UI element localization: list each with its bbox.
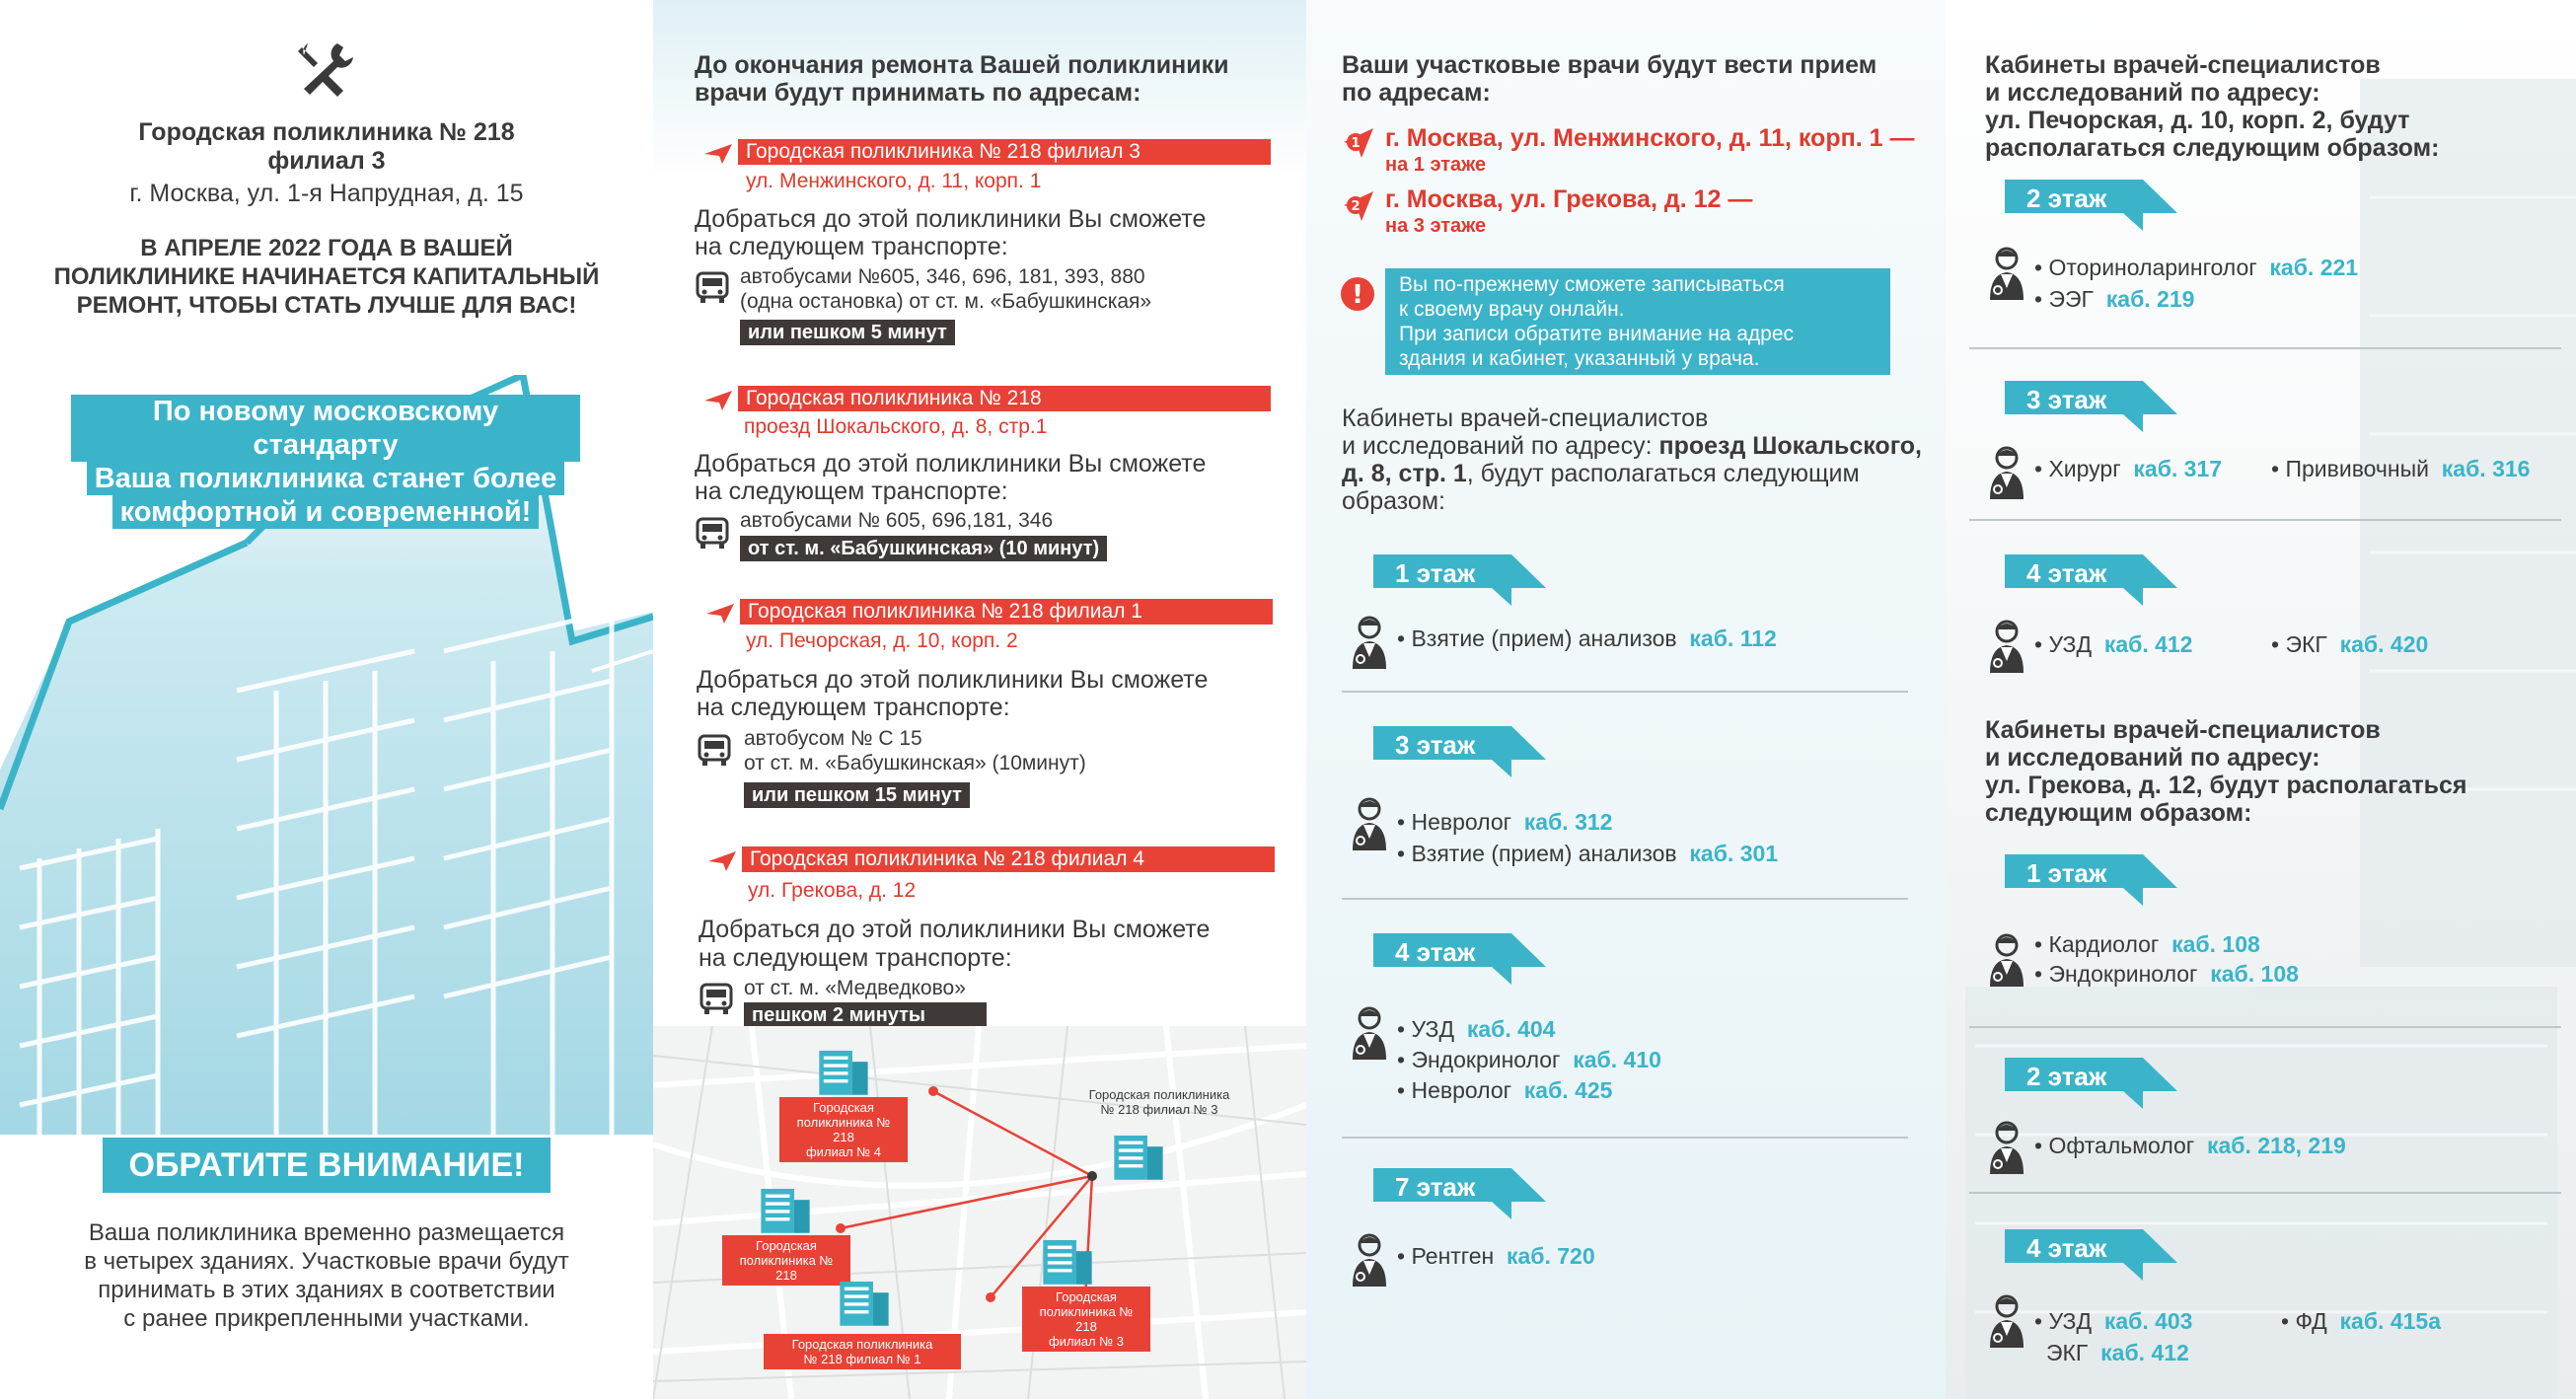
bus-icon	[697, 734, 732, 768]
f4-item-3-room: каб. 425	[1523, 1077, 1613, 1103]
bottom-text-4: с ранее прикрепленными участками.	[123, 1305, 530, 1332]
loc3-reach-2: на следующем транспорте:	[697, 694, 1010, 721]
loc3-transport-1: автобусом № С 15	[744, 727, 922, 750]
map-label-branch4-line-2: поликлиника № 218	[796, 1115, 891, 1144]
building-icon	[816, 1042, 871, 1097]
grek-floor-1-label: 1 этаж	[2026, 858, 2107, 888]
pa3-item-1-name: Хирург	[2048, 456, 2121, 481]
building-icon	[837, 1273, 892, 1328]
doctor-icon	[1987, 1292, 2026, 1350]
warning-icon	[1340, 276, 1375, 312]
loc4-name: Городская поликлиника № 218 филиал 4	[742, 847, 1275, 872]
map-center-line-2: № 218 филиал № 3	[1100, 1102, 1218, 1117]
map-label-branch4-line-1: Городская	[813, 1100, 874, 1115]
pa2-item-2-name: ЭЭГ	[2048, 286, 2094, 312]
route-map	[653, 1026, 1306, 1399]
repair-tools-icon	[294, 39, 357, 99]
map-label-main-line-2: поликлиника № 218	[739, 1253, 834, 1283]
pech-heading-3	[1985, 107, 2409, 135]
pech-floor-4-label: 4 этаж	[2026, 558, 2107, 588]
grek-floor-4-label: 4 этаж	[2026, 1233, 2107, 1263]
renovation-notice-3: РЕМОНТ, ЧТОБЫ СТАТЬ ЛУЧШЕ ДЛЯ ВАС!	[76, 292, 577, 319]
divider	[1969, 519, 2561, 521]
shok-heading-4: образом:	[1342, 487, 1445, 515]
locations-intro-1: До окончания ремонта Вашей поликлиники	[695, 51, 1229, 79]
shok-heading-1: Кабинеты врачей-специалистов	[1342, 405, 1709, 432]
gb4-item-2: • ФД каб. 415а	[2281, 1308, 2442, 1334]
gb1-item-1: • Кардиолог каб. 108	[2034, 931, 2260, 957]
gb1-item-2-name: Эндокринолог	[2048, 961, 2198, 987]
loc3-address: ул. Печорская, д. 10, корп. 2	[746, 629, 1018, 652]
clinic-title: Городская поликлиника № 218	[138, 118, 515, 146]
doctor-icon	[1350, 614, 1389, 671]
standard-line-3: комфортной и современной!	[112, 495, 540, 529]
f3-item-2-room: каб. 301	[1689, 841, 1779, 866]
grek-heading-4: следующим образом:	[1985, 799, 2252, 827]
pin-icon	[702, 142, 736, 166]
gb2-item-1-name: Офтальмолог	[2048, 1133, 2195, 1158]
f4-item-1-name: УЗД	[1411, 1016, 1455, 1042]
doctor-address-1-floor: на 1 этаже	[1385, 154, 1487, 176]
grek-floor-2-label: 2 этаж	[2026, 1062, 2107, 1091]
panel-doctors	[1306, 0, 1946, 1399]
map-label-branch3-line-1: Городская	[1056, 1289, 1117, 1304]
gb4-item-2-name: ФД	[2295, 1308, 2327, 1334]
gb4-item-1-name: УЗД	[2048, 1308, 2093, 1334]
pech-heading-4: располагаться следующим образом:	[1985, 134, 2440, 162]
pech-floor-2-label: 2 этаж	[2026, 184, 2107, 213]
gb1-item-1-name: Кардиолог	[2048, 931, 2160, 957]
map-label-branch1-line-1: Городская поликлиника	[791, 1337, 933, 1352]
doctor-icon	[1350, 1231, 1389, 1289]
map-label-main	[722, 1235, 850, 1286]
map-center-label	[1066, 1087, 1253, 1117]
f7-item-1-room: каб. 720	[1506, 1243, 1595, 1269]
loc2-reach-2: на следующем транспорте:	[695, 478, 1008, 505]
loc3-reach-1: Добраться до этой поликлиники Вы сможете	[697, 666, 1209, 694]
pa4-item-1-name: УЗД	[2048, 631, 2093, 657]
grek-heading-3	[1985, 772, 2467, 800]
doctor-icon	[1987, 618, 2026, 675]
gb4-item-3-name: ЭКГ	[2046, 1340, 2089, 1365]
loc1-walk: или пешком 5 минут	[740, 320, 955, 345]
loc1-reach-2: на следующем транспорте:	[695, 233, 1008, 260]
pa2-item-2-room: каб. 219	[2105, 286, 2195, 312]
doctor-icon	[1350, 1004, 1389, 1062]
gb1-item-1-room: каб. 108	[2171, 931, 2260, 957]
loc2-transport-1: автобусами № 605, 696,181, 346	[740, 509, 1054, 532]
f3-item-1: • Невролог каб. 312	[1397, 809, 1613, 835]
gb4-item-1-room: каб. 403	[2103, 1308, 2193, 1334]
f4-item-3: • Невролог каб. 425	[1397, 1077, 1613, 1103]
pa4-item-1-room: каб. 412	[2103, 631, 2193, 657]
pa2-item-1: • Оториноларинголог каб. 221	[2034, 255, 2359, 280]
floor-7-label: 7 этаж	[1395, 1172, 1476, 1202]
map-label-branch3-line-3: филиал № 3	[1048, 1334, 1125, 1349]
f3-item-2: • Взятие (прием) анализов каб. 301	[1397, 841, 1779, 866]
pech-heading-3b: , будут	[2325, 107, 2410, 134]
map-center-line-1: Городская поликлиника	[1088, 1087, 1230, 1102]
f4-item-2: • Эндокринолог каб. 410	[1397, 1047, 1661, 1072]
bus-icon	[699, 983, 734, 1016]
building-icon	[758, 1180, 813, 1235]
pech-floor-3-label: 3 этаж	[2026, 385, 2107, 414]
pa3-item-2: • Прививочный каб. 316	[2271, 456, 2531, 481]
bottom-text-1: Ваша поликлиника временно размещается	[88, 1219, 565, 1246]
loc4-address: ул. Грекова, д. 12	[748, 879, 917, 902]
doctor-icon	[1987, 1119, 2026, 1176]
online-booking-note	[1385, 268, 1890, 375]
clinic-branch: филиал 3	[267, 147, 386, 175]
map-label-branch1	[764, 1334, 961, 1369]
shok-heading-2b: проезд Шокальского,	[1658, 432, 1922, 460]
building-icon	[1111, 1127, 1166, 1182]
gb4-item-1: • УЗД каб. 403	[2034, 1308, 2193, 1334]
note-line-4: здания и кабинет, указанный у врача.	[1399, 347, 1760, 370]
pa3-item-2-room: каб. 316	[2441, 456, 2531, 481]
pa3-item-1-room: каб. 317	[2133, 456, 2223, 481]
panel-cover	[0, 0, 653, 1399]
loc4-reach-2: на следующем транспорте:	[699, 944, 1012, 972]
f3-item-2-name: Взятие (прием) анализов	[1411, 841, 1677, 866]
locations-intro-2: врачи будут принимать по адресам:	[695, 79, 1141, 107]
map-label-branch4	[779, 1097, 908, 1162]
floor-3-label: 3 этаж	[1395, 730, 1476, 760]
loc4-transport-1: от ст. м. «Медведково»	[744, 977, 966, 999]
pa2-item-1-room: каб. 221	[2269, 255, 2359, 280]
loc1-transport-2: (одна остановка) от ст. м. «Бабушкинская»	[740, 290, 1152, 313]
f7-item-1: • Рентген каб. 720	[1397, 1243, 1595, 1269]
loc2-name: Городская поликлиника № 218	[738, 386, 1271, 411]
divider	[1342, 898, 1908, 900]
doctors-intro-2: по адресам:	[1342, 79, 1491, 107]
divider	[1342, 1137, 1908, 1139]
doctor-icon	[1350, 795, 1389, 852]
panel-specialists	[1946, 0, 2576, 1399]
f4-item-2-name: Эндокринолог	[1411, 1047, 1561, 1072]
f1-item-1-room: каб. 112	[1689, 626, 1777, 651]
f3-item-1-name: Невролог	[1411, 809, 1512, 835]
loc2-address: проезд Шокальского, д. 8, стр.1	[744, 415, 1048, 438]
pin-2-number: 2	[1351, 199, 1361, 214]
shok-heading-2a: и исследований по адресу:	[1342, 432, 1659, 460]
note-line-1: Вы по-прежнему сможете записываться	[1399, 273, 1785, 296]
standard-line-2: Ваша поликлиника станет более	[87, 462, 565, 495]
pa4-item-2: • ЭКГ каб. 420	[2271, 631, 2429, 657]
loc1-name: Городская поликлиника № 218 филиал 3	[738, 139, 1271, 165]
f4-item-1-room: каб. 404	[1466, 1016, 1556, 1042]
gb1-item-2: • Эндокринолог каб. 108	[2034, 961, 2299, 987]
f4-item-1: • УЗД каб. 404	[1397, 1016, 1556, 1042]
pech-heading-3a: ул. Печорская, д. 10, корп. 2	[1985, 107, 2326, 134]
doctor-address-2-floor: на 3 этаже	[1385, 215, 1487, 237]
shok-heading-2	[1342, 432, 1922, 461]
doctor-icon	[1987, 444, 2026, 501]
shok-heading-3a: д. 8, стр. 1	[1342, 460, 1467, 487]
floor-4-label: 4 этаж	[1395, 937, 1476, 967]
grek-heading-2: и исследований по адресу:	[1985, 744, 2320, 772]
gb4-item-3-room: каб. 412	[2100, 1340, 2189, 1365]
pa3-item-2-name: Прививочный	[2285, 456, 2429, 481]
loc3-walk: или пешком 15 минут	[744, 782, 970, 808]
pin-2-icon	[1340, 185, 1375, 225]
pin-icon	[704, 602, 738, 626]
gb2-item-1: • Офтальмолог каб. 218, 219	[2034, 1133, 2346, 1158]
bottom-text-2: в четырех зданиях. Участковые врачи будут	[84, 1248, 569, 1275]
map-label-branch1-line-2: № 218 филиал № 1	[803, 1352, 921, 1366]
f1-item-1: • Взятие (прием) анализов каб. 112	[1397, 626, 1777, 651]
loc3-name: Городская поликлиника № 218 филиал 1	[740, 599, 1273, 625]
doctor-icon	[1987, 931, 2026, 989]
map-label-branch4-line-3: филиал № 4	[805, 1144, 882, 1159]
bottom-text-3: принимать в этих зданиях в соответствии	[98, 1277, 555, 1303]
floor-1-label: 1 этаж	[1395, 558, 1476, 588]
doctor-icon	[1987, 245, 2026, 302]
building-icon	[1040, 1231, 1095, 1287]
pech-heading-1: Кабинеты врачей-специалистов	[1985, 51, 2381, 79]
clinic-address: г. Москва, ул. 1-я Напрудная, д. 15	[129, 180, 524, 207]
divider	[1342, 691, 1908, 693]
pa2-item-2: • ЭЭГ каб. 219	[2034, 286, 2195, 312]
grek-heading-3a: ул. Грекова, д. 12	[1985, 772, 2196, 799]
pa4-item-2-room: каб. 420	[2339, 631, 2429, 657]
standard-callout	[71, 395, 580, 529]
divider	[1969, 1192, 2561, 1194]
pin-1-icon	[1340, 122, 1375, 162]
renovation-notice-1: В АПРЕЛЕ 2022 ГОДА В ВАШЕЙ	[140, 235, 513, 261]
f4-item-2-room: каб. 410	[1573, 1047, 1661, 1072]
f4-item-3-name: Невролог	[1411, 1077, 1512, 1103]
gb4-item-2-room: каб. 415а	[2339, 1308, 2442, 1334]
map-label-branch3	[1022, 1287, 1150, 1352]
gb4-item-3	[2046, 1340, 2189, 1366]
divider	[1969, 347, 2561, 349]
bus-icon	[695, 271, 730, 305]
divider	[1969, 1026, 2561, 1028]
doctors-intro-1: Ваши участковые врачи будут вести прием	[1342, 51, 1877, 79]
note-line-2: к своему врачу онлайн.	[1399, 298, 1625, 321]
map-label-main-line-1: Городская	[756, 1238, 817, 1253]
loc1-transport-1: автобусами №605, 346, 696, 181, 393, 880	[740, 265, 1145, 288]
gb2-item-1-room: каб. 218, 219	[2206, 1133, 2346, 1158]
map-streets	[653, 1026, 1306, 1399]
note-line-3: При записи обратите внимание на адрес	[1399, 323, 1795, 345]
bus-icon	[695, 517, 730, 551]
grek-heading-1: Кабинеты врачей-специалистов	[1985, 716, 2381, 744]
pa2-item-1-name: Оториноларинголог	[2048, 255, 2257, 280]
attention-heading: ОБРАТИТЕ ВНИМАНИЕ!	[103, 1138, 551, 1193]
f3-item-1-room: каб. 312	[1523, 809, 1613, 835]
pa3-item-1: • Хирург каб. 317	[2034, 456, 2223, 481]
f7-item-1-name: Рентген	[1411, 1243, 1495, 1269]
shok-heading-3b: , будут располагаться следующим	[1466, 460, 1860, 487]
renovation-notice-2: ПОЛИКЛИНИКЕ НАЧИНАЕТСЯ КАПИТАЛЬНЫЙ	[53, 263, 600, 290]
loc4-walk: пешком 2 минуты	[744, 1002, 987, 1028]
map-label-branch3-line-2: поликлиника № 218	[1039, 1304, 1134, 1334]
pin-icon	[702, 389, 736, 412]
pin-1-number: 1	[1351, 136, 1361, 151]
loc2-walk: от ст. м. «Бабушкинская» (10 минут)	[740, 536, 1107, 561]
shok-heading-3	[1342, 460, 1860, 488]
loc1-reach-1: Добраться до этой поликлиники Вы сможете	[695, 205, 1207, 233]
doctor-address-1: г. Москва, ул. Менжинского, д. 11, корп. 1 —	[1385, 124, 1915, 152]
panel-locations	[653, 0, 1306, 1399]
warning-glyph: !	[1352, 280, 1363, 310]
pin-icon	[706, 849, 740, 873]
loc3-transport-2: от ст. м. «Бабушкинская» (10минут)	[744, 752, 1086, 774]
loc2-reach-1: Добраться до этой поликлиники Вы сможете	[695, 450, 1207, 478]
f1-item-1-name: Взятие (прием) анализов	[1411, 626, 1677, 651]
standard-line-1: По новому московскому стандарту	[71, 395, 580, 462]
gb1-item-2-room: каб. 108	[2210, 961, 2299, 987]
pa4-item-1: • УЗД каб. 412	[2034, 631, 2193, 657]
loc1-address: ул. Менжинского, д. 11, корп. 1	[746, 170, 1042, 192]
pa4-item-2-name: ЭКГ	[2285, 631, 2327, 657]
grek-heading-3b: , будут располагаться	[2195, 772, 2467, 799]
pech-heading-2: и исследований по адресу:	[1985, 79, 2320, 107]
loc4-reach-1: Добраться до этой поликлиники Вы сможете	[699, 916, 1211, 943]
doctor-address-2: г. Москва, ул. Грекова, д. 12 —	[1385, 185, 1753, 213]
